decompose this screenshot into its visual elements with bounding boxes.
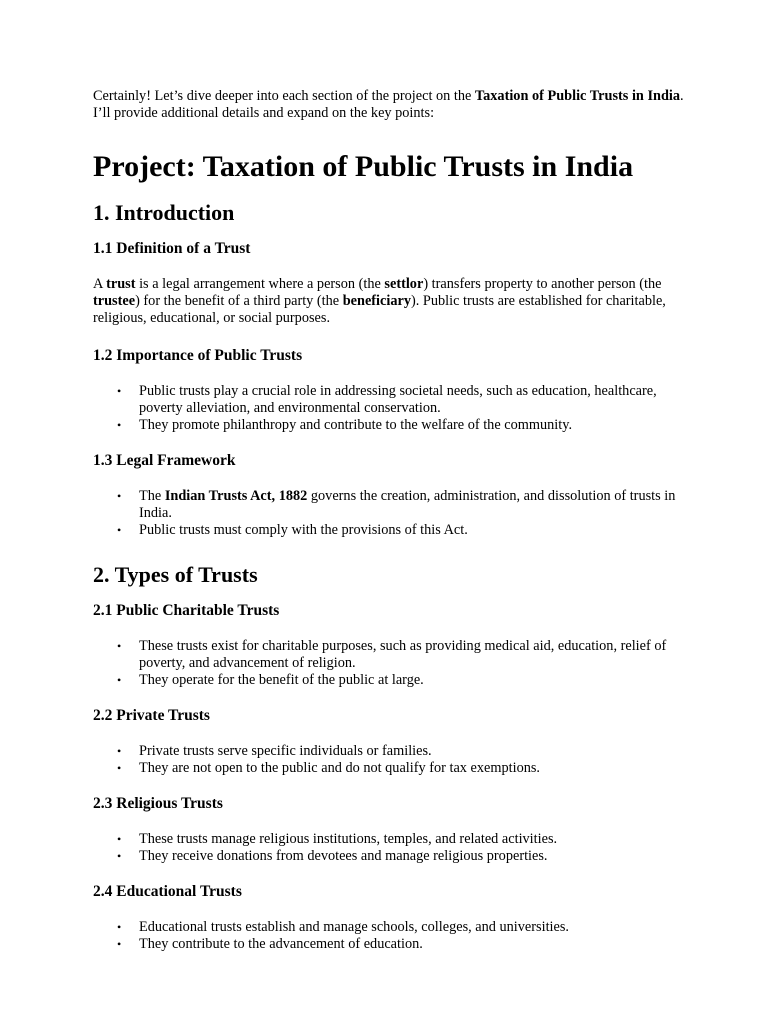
bullet-icon: • (117, 937, 122, 951)
subsection-heading-legal-framework: 1.3 Legal Framework (93, 452, 236, 469)
section-heading-types: 2. Types of Trusts (93, 562, 258, 587)
text-run: ) for the benefit of a third party (the (135, 293, 343, 309)
list-item-text: governs the creation, administration, and dissolution of trusts in India. (139, 488, 676, 521)
bullet-icon: • (117, 744, 122, 758)
list-item (117, 743, 688, 760)
list-item-text: These trusts manage religious institutions, temples, and related activities. (139, 831, 558, 847)
bullet-icon: • (117, 418, 122, 432)
list-item-text: They contribute to the advancement of education. (139, 936, 423, 952)
list-item-text: These trusts exist for charitable purposes, such as providing medical aid, education, relief of poverty, and advancement of religion. (139, 638, 667, 671)
intro-text-end: . I’ll provide additional details and expand on the key points: (93, 88, 684, 121)
public-charitable-list (93, 638, 688, 689)
bullet-icon: • (117, 761, 122, 775)
bullet-icon: • (117, 523, 122, 537)
subsection-heading-importance: 1.2 Importance of Public Trusts (93, 347, 303, 364)
text-run: ) transfers property to another person (the (423, 276, 662, 292)
list-item-text: They are not open to the public and do not qualify for tax exemptions. (139, 760, 541, 776)
list-item-text: They promote philanthropy and contribute to the welfare of the community. (139, 417, 573, 433)
bullet-icon: • (117, 849, 122, 863)
list-item (117, 638, 688, 672)
subsection-heading-private: 2.2 Private Trusts (93, 707, 210, 724)
subsection-heading-public-charitable: 2.1 Public Charitable Trusts (93, 602, 280, 619)
list-item-text: The (139, 488, 165, 504)
private-trusts-list (93, 743, 688, 777)
educational-trusts-list (93, 919, 688, 953)
list-item-text: Public trusts must comply with the provisions of this Act. (139, 522, 468, 538)
list-item (117, 417, 688, 434)
text-run: ). Public trusts are established for charitable, religious, educational, or social purposes. (93, 293, 666, 326)
bold-act-name: Indian Trusts Act, 1882 (164, 488, 308, 504)
list-item-text: They receive donations from devotees and manage religious properties. (139, 848, 548, 864)
bold-term-beneficiary: beneficiary (342, 293, 411, 309)
bullet-icon: • (117, 384, 122, 398)
bullet-icon: • (117, 832, 122, 846)
subsection-heading-definition: 1.1 Definition of a Trust (93, 240, 251, 257)
bold-term-settlor: settlor (384, 276, 424, 292)
list-item (117, 522, 688, 539)
list-item-text: Private trusts serve specific individuals or families. (139, 743, 432, 759)
list-item (117, 831, 688, 848)
intro-text: Certainly! Let’s dive deeper into each section of the project on the (93, 88, 475, 104)
page-title: Project: Taxation of Public Trusts in India (93, 150, 634, 183)
bold-term-trustee: trustee (93, 293, 136, 309)
text-run: A (93, 276, 107, 292)
subsection-heading-educational: 2.4 Educational Trusts (93, 883, 242, 900)
list-item-text: Public trusts play a crucial role in addressing societal needs, such as education, healthcare, poverty alleviation, and environmental conservation. (139, 383, 657, 416)
list-item-text: They operate for the benefit of the public at large. (139, 672, 424, 688)
list-item (117, 383, 688, 417)
intro-bold-text: Taxation of Public Trusts in India (474, 88, 681, 104)
bullet-icon: • (117, 489, 122, 503)
bullet-icon: • (117, 639, 122, 653)
list-item (117, 919, 688, 936)
bullet-icon: • (117, 673, 122, 687)
list-item (117, 760, 688, 777)
definition-paragraph (93, 276, 688, 327)
bold-term-trust: trust (106, 276, 136, 292)
list-item (117, 936, 688, 953)
importance-list (93, 383, 688, 434)
bullet-icon: • (117, 920, 122, 934)
legal-framework-list (93, 488, 688, 539)
section-heading-introduction: 1. Introduction (93, 200, 235, 225)
subsection-heading-religious: 2.3 Religious Trusts (93, 795, 223, 812)
list-item (117, 848, 688, 865)
intro-paragraph (93, 88, 688, 122)
list-item-text: Educational trusts establish and manage schools, colleges, and universities. (139, 919, 569, 935)
religious-trusts-list (93, 831, 688, 865)
text-run: is a legal arrangement where a person (the (135, 276, 385, 292)
list-item (117, 488, 688, 522)
list-item (117, 672, 688, 689)
